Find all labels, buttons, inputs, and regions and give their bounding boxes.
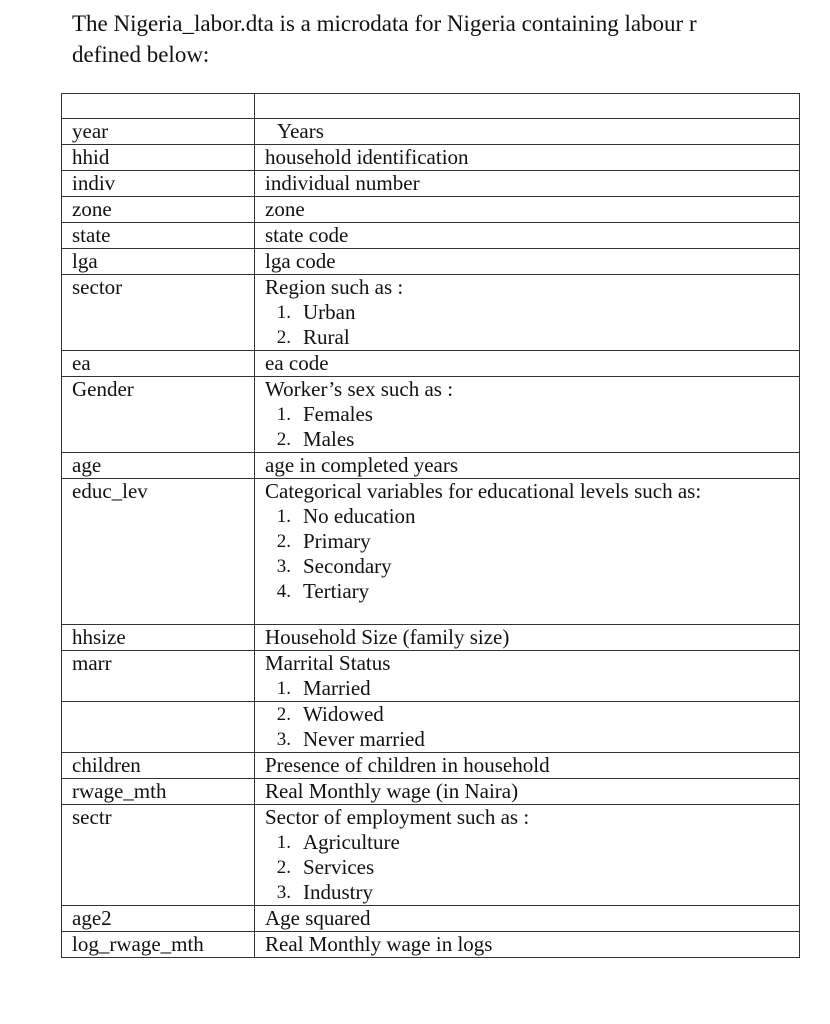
variable-name: log_rwage_mth [62, 932, 255, 958]
variable-name [62, 702, 255, 753]
option-label: Secondary [303, 554, 392, 578]
option-label: Never married [303, 727, 425, 751]
header-cell-description [255, 94, 800, 119]
variable-name: sector [62, 275, 255, 351]
intro-paragraph [72, 8, 830, 70]
table-row [62, 171, 800, 197]
table-row [62, 906, 800, 932]
option-number: 2. [276, 429, 291, 450]
intro-line-2: defined below: [72, 42, 210, 67]
header-cell-variable [62, 94, 255, 119]
option-list [265, 402, 795, 452]
table-row [62, 805, 800, 906]
list-item [265, 529, 795, 554]
option-number: 2. [276, 531, 291, 552]
variable-description: household identification [255, 145, 800, 171]
variable-description: Marrital Status [265, 651, 391, 675]
variable-description: zone [255, 197, 800, 223]
variable-name: year [62, 119, 255, 145]
option-number: 1. [276, 302, 291, 323]
variable-description: Sector of employment such as : [265, 805, 530, 829]
table-row [62, 377, 800, 453]
variable-description: Presence of children in household [255, 753, 800, 779]
list-item [265, 830, 795, 855]
option-list [265, 300, 795, 350]
option-list [265, 676, 795, 701]
list-item [265, 402, 795, 427]
option-number: 3. [276, 882, 291, 903]
variable-name: age [62, 453, 255, 479]
list-item [265, 702, 795, 727]
option-list [265, 830, 795, 905]
variable-description: Real Monthly wage (in Naira) [255, 779, 800, 805]
variable-description: Real Monthly wage in logs [255, 932, 800, 958]
option-label: Widowed [303, 702, 384, 726]
option-label: Rural [303, 325, 350, 349]
list-item [265, 504, 795, 529]
variable-description: Household Size (family size) [255, 625, 800, 651]
table-row [62, 932, 800, 958]
table-row [62, 351, 800, 377]
table-row [62, 625, 800, 651]
option-number: 2. [276, 704, 291, 725]
option-label: Urban [303, 300, 356, 324]
list-item [265, 855, 795, 880]
variable-name: hhid [62, 145, 255, 171]
variable-description: age in completed years [255, 453, 800, 479]
table-row [62, 753, 800, 779]
variable-name: age2 [62, 906, 255, 932]
option-number: 2. [276, 857, 291, 878]
variable-name: hhsize [62, 625, 255, 651]
option-label: Agriculture [303, 830, 400, 854]
option-number: 1. [276, 506, 291, 527]
list-item [265, 554, 795, 579]
option-label: Males [303, 427, 355, 451]
option-list [265, 702, 795, 752]
list-item [265, 300, 795, 325]
option-number: 1. [276, 678, 291, 699]
list-item [265, 579, 795, 604]
option-number: 3. [276, 556, 291, 577]
variable-description: lga code [255, 249, 800, 275]
table-row [62, 779, 800, 805]
variable-name: educ_lev [62, 479, 255, 625]
option-number: 2. [276, 327, 291, 348]
intro-line-1: The Nigeria_labor.dta is a microdata for Nigeria containing labour r [72, 11, 697, 36]
cell-spacer [265, 604, 795, 624]
table-header-row [62, 94, 800, 119]
variable-description: individual number [255, 171, 800, 197]
variable-name: zone [62, 197, 255, 223]
option-list [265, 504, 795, 604]
option-label: Primary [303, 529, 371, 553]
variable-name: marr [62, 651, 255, 702]
option-label: Females [303, 402, 373, 426]
variable-description: ea code [255, 351, 800, 377]
table-row [62, 197, 800, 223]
table-row [62, 145, 800, 171]
option-number: 3. [276, 729, 291, 750]
list-item [265, 880, 795, 905]
table-row [62, 702, 800, 753]
list-item [265, 676, 795, 701]
table-row [62, 275, 800, 351]
variable-name: children [62, 753, 255, 779]
option-number: 4. [276, 581, 291, 602]
variable-description: Years [277, 119, 324, 143]
variable-name: ea [62, 351, 255, 377]
list-item [265, 325, 795, 350]
option-number: 1. [276, 404, 291, 425]
variable-description: Region such as : [265, 275, 404, 299]
table-row [62, 453, 800, 479]
variable-description: Categorical variables for educational levels such as: [265, 479, 702, 503]
table-row [62, 249, 800, 275]
variable-definitions-table [61, 93, 800, 958]
table-row [62, 223, 800, 249]
list-item [265, 727, 795, 752]
option-label: Industry [303, 880, 373, 904]
table-row [62, 651, 800, 702]
variable-name: state [62, 223, 255, 249]
table-row [62, 479, 800, 625]
option-label: Married [303, 676, 371, 700]
variable-name: indiv [62, 171, 255, 197]
variable-description: Worker’s sex such as : [265, 377, 454, 401]
variable-name: Gender [62, 377, 255, 453]
list-item [265, 427, 795, 452]
option-label: No education [303, 504, 416, 528]
variable-name: rwage_mth [62, 779, 255, 805]
table-row [62, 119, 800, 145]
variable-name: sectr [62, 805, 255, 906]
variable-description: Age squared [255, 906, 800, 932]
option-label: Services [303, 855, 375, 879]
option-label: Tertiary [303, 579, 370, 603]
option-number: 1. [276, 832, 291, 853]
variable-description: state code [255, 223, 800, 249]
variable-name: lga [62, 249, 255, 275]
